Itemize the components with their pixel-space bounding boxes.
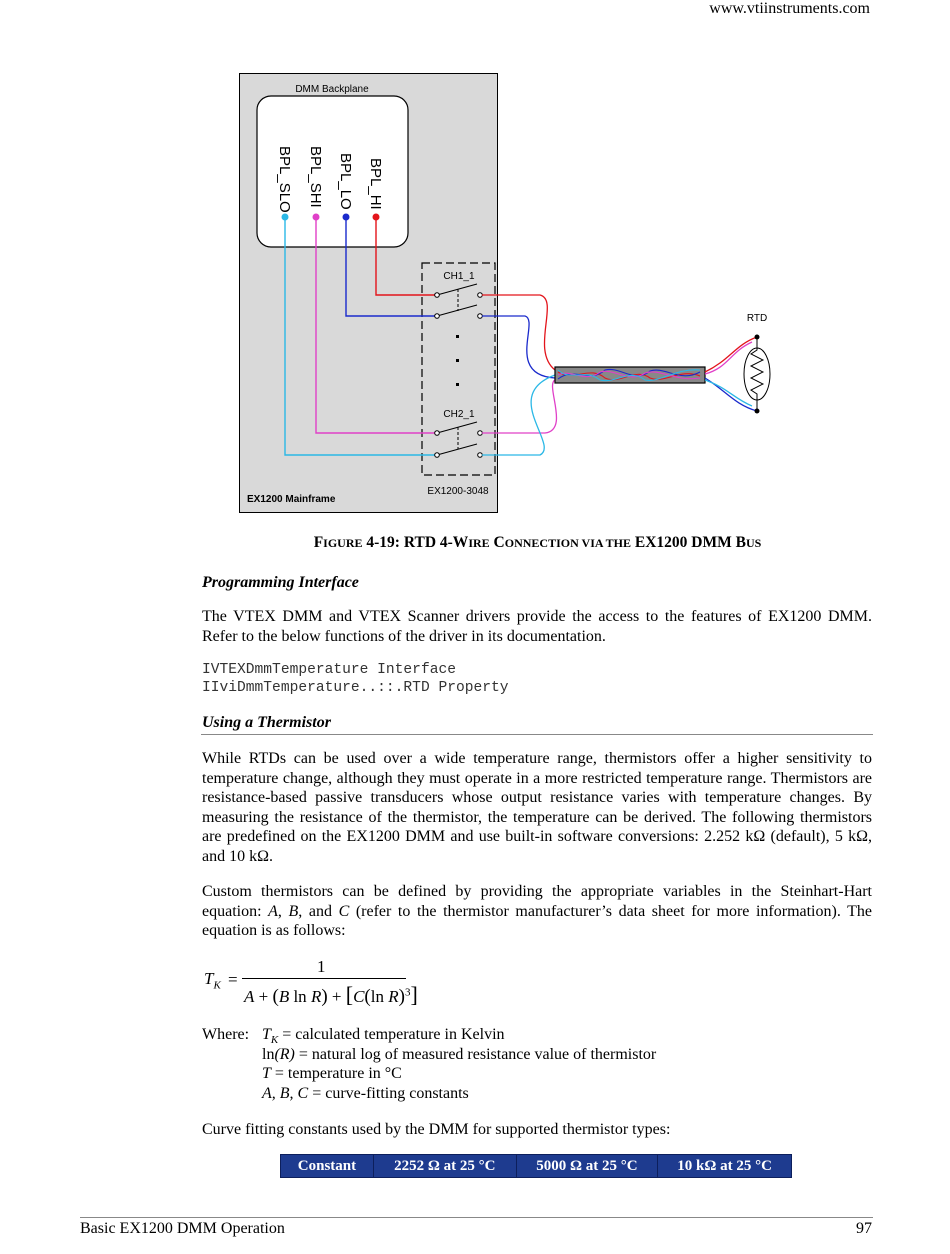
rtd-label: RTD bbox=[746, 313, 768, 324]
signal-label-hi: BPL_HI bbox=[367, 158, 384, 210]
node-hi bbox=[373, 214, 380, 221]
rtd-wiring-diagram bbox=[0, 0, 950, 530]
paragraph-custom-thermistor: Custom thermistors can be defined by providing the appropriate variables in the Steinhart-Hart equation: A, B, and C (refer to the thermistor manufacturer’s data sheet for more information). The equation is as follows: bbox=[202, 883, 873, 940]
figure-caption: FIGURE 4-19: RTD 4-WIRE CONNECTION VIA THE EX1200 DMM BUS bbox=[313, 534, 762, 551]
page-number: 97 bbox=[856, 1220, 872, 1237]
signal-label-slo: BPL_SLO bbox=[276, 146, 293, 213]
ch2-label: CH2_1 bbox=[443, 409, 475, 420]
mainframe-label: EX1200 Mainframe bbox=[247, 494, 336, 505]
table-header-row bbox=[281, 1155, 792, 1178]
node-shi bbox=[313, 214, 320, 221]
heading-using-thermistor: Using a Thermistor bbox=[202, 714, 331, 731]
where-def-abc: A, B, C = curve-fitting constants bbox=[262, 1085, 469, 1102]
constants-table bbox=[280, 1154, 792, 1178]
module-label: EX1200-3048 bbox=[427, 486, 489, 497]
node-lo bbox=[343, 214, 350, 221]
node-slo bbox=[282, 214, 289, 221]
table-intro: Curve fitting constants used by the DMM for supported thermistor types: bbox=[202, 1121, 671, 1138]
table-header-cell: 5000 Ω at 25 °C bbox=[516, 1155, 658, 1178]
heading-programming-interface: Programming Interface bbox=[202, 574, 359, 591]
where-def-t: T = temperature in °C bbox=[262, 1065, 402, 1082]
table-header-cell: 10 kΩ at 25 °C bbox=[658, 1155, 792, 1178]
where-def-lnr: ln(R) = natural log of measured resistance value of thermistor bbox=[262, 1046, 657, 1063]
footer-rule bbox=[80, 1217, 873, 1218]
backplane-title: DMM Backplane bbox=[295, 84, 369, 95]
table-header-cell: Constant bbox=[281, 1155, 374, 1178]
table-header-cell: 2252 Ω at 25 °C bbox=[373, 1155, 516, 1178]
steinhart-hart-equation: $T_K$ = 1 A + (B ln R) + [C(ln R)$^3$] bbox=[204, 957, 418, 1007]
code-line-1: IVTEXDmmTemperature Interface bbox=[202, 662, 456, 678]
paragraph-thermistor-intro: While RTDs can be used over a wide temperature range, thermistors offer a higher sensitivity to temperature change, although they must operate in a more restricted temperature range. Thermistors are resistance-based passive transducers whose output resistance varies with temperature changes. By measuring the resistance of the thermistor, the temperature can be derived. The following thermistors are predefined on the EX1200 DMM and use built-in software conversions: 2.252 kΩ (default), 5 kΩ, and 10 kΩ. bbox=[202, 750, 872, 865]
where-label: Where: bbox=[202, 1026, 250, 1043]
rtd-sensor bbox=[744, 348, 770, 400]
signal-label-shi: BPL_SHI bbox=[307, 146, 324, 208]
code-line-2: IIviDmmTemperature..::.RTD Property bbox=[202, 680, 509, 696]
section-rule bbox=[201, 734, 873, 735]
ch1-label: CH1_1 bbox=[443, 271, 475, 282]
signal-label-lo: BPL_LO bbox=[337, 153, 354, 210]
paragraph-drivers: The VTEX DMM and VTEX Scanner drivers provide the access to the features of EX1200 DMM. Refer to the below functions of the driver in its documentation. bbox=[202, 608, 872, 645]
footer-title: Basic EX1200 DMM Operation bbox=[80, 1220, 285, 1237]
where-def-tk: $T_K$ = calculated temperature in Kelvin bbox=[262, 1026, 505, 1047]
header-url: www.vtiinstruments.com bbox=[709, 0, 870, 17]
